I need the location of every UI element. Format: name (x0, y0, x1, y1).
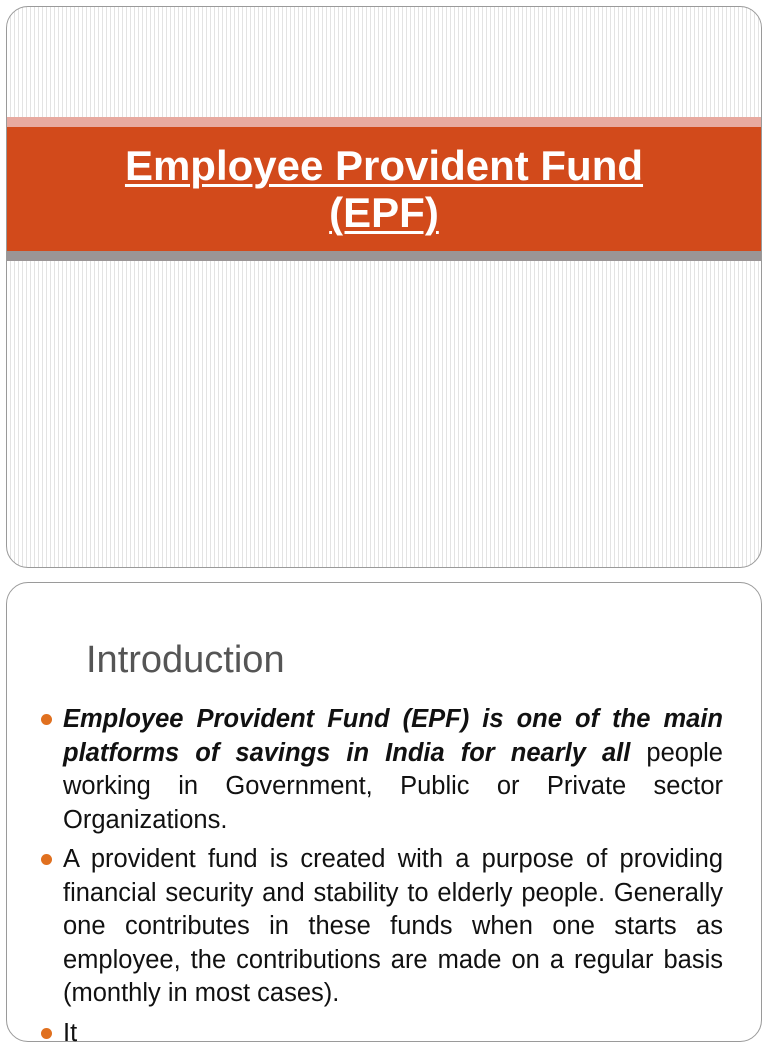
title-band-bottom-stripe (7, 251, 761, 261)
bullet-text: A provident fund is created with a purpose of providing financial security and stability to elderly people. Generally one contributes in these funds when one starts as employee, the contributions are made on a regular basis (monthly in most cases). (63, 845, 723, 1007)
bullet-dot-icon (41, 1028, 52, 1039)
title-slide (6, 6, 762, 568)
bullet-dot-icon (41, 854, 52, 865)
bullet-item-3 (63, 1017, 723, 1051)
bullet-dot-icon (41, 714, 52, 725)
bullet-emphasis-text: Employee Provident Fund (EPF) is one of the main platforms of savings in India for nearly all (63, 705, 723, 767)
bullet-text: people working in Government, Public or Private sector Organizations. (63, 738, 723, 834)
title-band (7, 127, 761, 251)
slide-title (125, 142, 643, 236)
introduction-slide (6, 582, 762, 1047)
bullet-text: It (63, 1018, 78, 1047)
bullet-list (63, 703, 723, 1056)
bullet-item-1 (63, 703, 723, 837)
slide-title-line-1: Employee Provident Fund (124, 142, 644, 189)
bullet-item-2 (63, 843, 723, 1011)
title-band-top-stripe (7, 117, 761, 127)
slide-title-line-2: (EPF) (329, 189, 439, 236)
slide-heading: Introduction (86, 639, 285, 681)
